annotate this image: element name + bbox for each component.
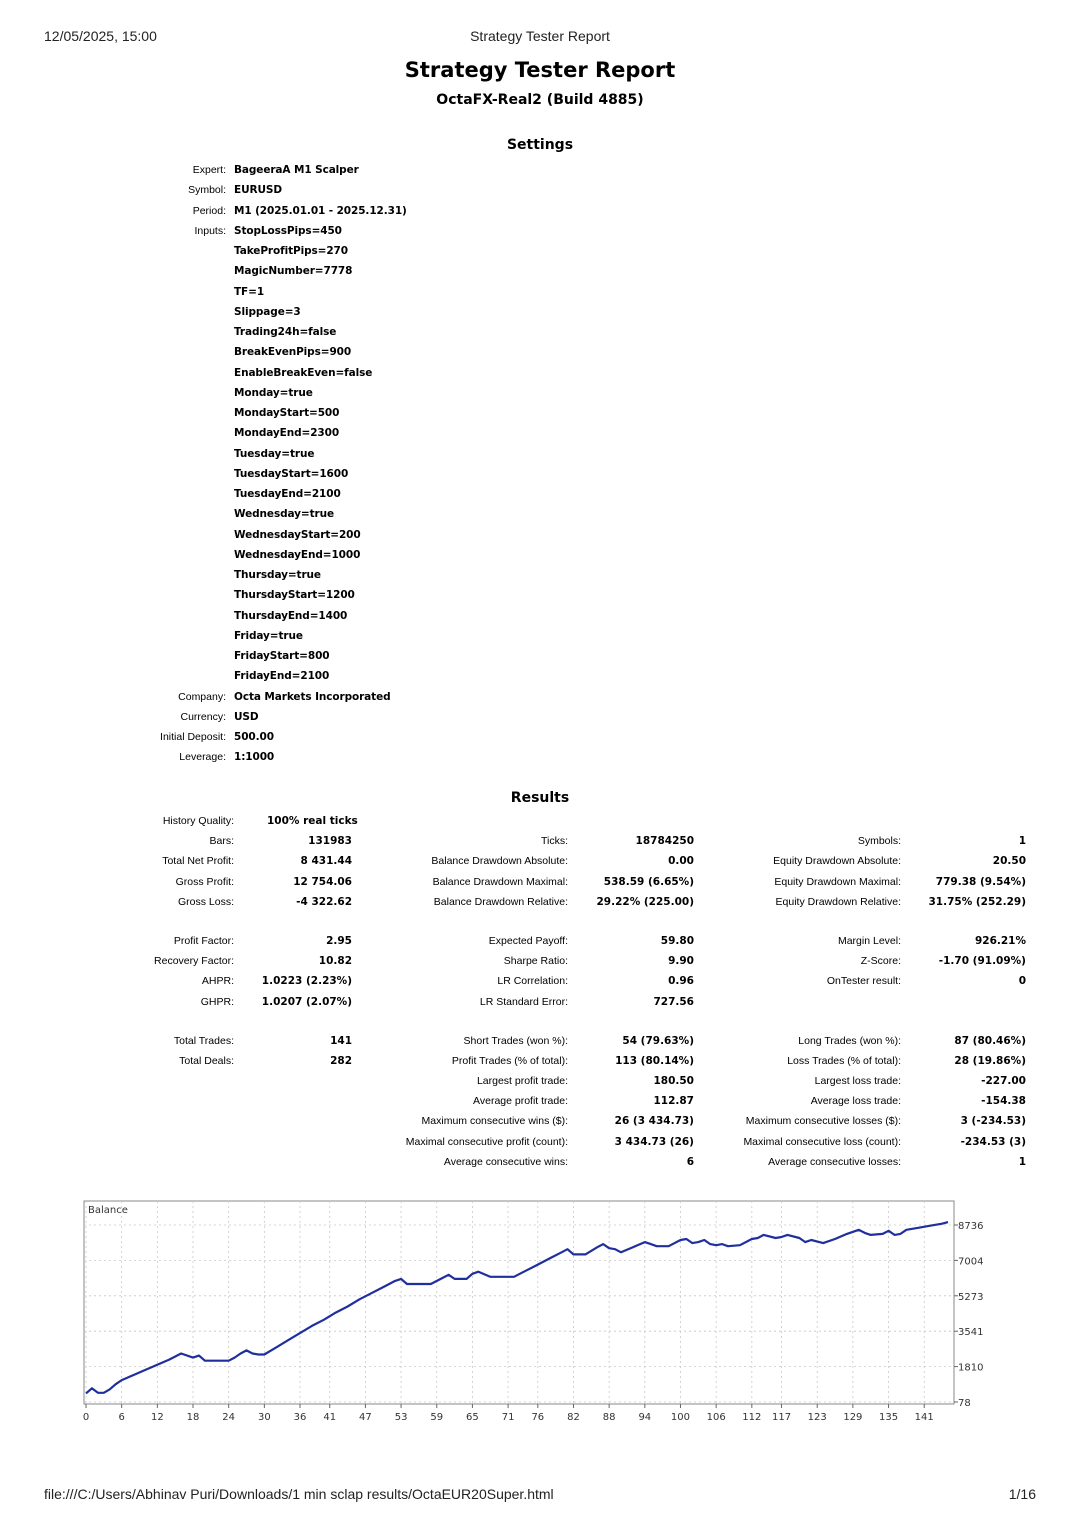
- results-row: [0, 873, 1080, 893]
- result-label: Maximum consecutive losses ($):: [745, 1115, 901, 1128]
- results-row: [0, 993, 1080, 1013]
- result-label: Profit Factor:: [173, 934, 234, 947]
- result-label: LR Correlation:: [497, 975, 568, 988]
- y-tick-label: 78: [958, 1398, 971, 1409]
- result-label: Gross Loss:: [177, 895, 234, 908]
- settings-value: 500.00: [234, 731, 274, 744]
- results-row: [0, 852, 1080, 872]
- result-value: 1.0207 (2.07%): [261, 995, 352, 1008]
- result-value: 54 (79.63%): [622, 1034, 694, 1047]
- y-tick-label: 7004: [958, 1256, 984, 1268]
- result-label: Expected Payoff:: [488, 934, 568, 947]
- settings-label: Symbol:: [188, 184, 226, 197]
- settings-value: EnableBreakEven=false: [234, 366, 373, 379]
- results-row: [0, 832, 1080, 852]
- settings-value: TF=1: [234, 285, 265, 298]
- result-value: -234.53 (3): [960, 1135, 1026, 1148]
- results-row: [0, 1092, 1080, 1112]
- result-value: -1.70 (91.09%): [938, 955, 1026, 968]
- result-value: 28 (19.86%): [954, 1054, 1026, 1067]
- x-tick-label: 59: [430, 1412, 444, 1423]
- result-value: 29.22% (225.00): [596, 895, 694, 908]
- settings-table: [0, 160, 700, 768]
- settings-value: MagicNumber=7778: [234, 265, 353, 278]
- result-label: Total Net Profit:: [162, 855, 234, 868]
- result-label: GHPR:: [200, 995, 234, 1008]
- settings-value: Octa Markets Incorporated: [234, 690, 391, 703]
- settings-row: [0, 180, 700, 200]
- result-value: 0: [1018, 975, 1026, 988]
- settings-value: Slippage=3: [234, 305, 301, 318]
- result-value: 20.50: [992, 855, 1026, 868]
- result-value: 113 (80.14%): [615, 1054, 694, 1067]
- settings-value: EURUSD: [234, 184, 282, 197]
- x-tick-label: 30: [257, 1412, 271, 1423]
- result-value: 282: [330, 1054, 352, 1067]
- settings-label: Expert:: [192, 164, 226, 177]
- settings-label: Initial Deposit:: [160, 731, 226, 744]
- x-tick-label: 94: [638, 1412, 652, 1423]
- result-value: 6: [686, 1155, 694, 1168]
- print-page-number: 1/16: [1008, 1486, 1036, 1502]
- result-label: Symbols:: [857, 835, 901, 848]
- settings-heading: Settings: [506, 137, 574, 153]
- y-tick-label: 8736: [958, 1221, 984, 1232]
- result-value: -4 322.62: [296, 895, 352, 908]
- result-value: 9.90: [668, 955, 694, 968]
- results-row: [0, 1032, 1080, 1052]
- x-tick-label: 53: [394, 1412, 408, 1423]
- settings-row: [0, 606, 700, 626]
- settings-row: [0, 241, 700, 261]
- settings-row: [0, 646, 700, 666]
- x-tick-label: 100: [670, 1412, 691, 1423]
- results-row: [0, 1052, 1080, 1072]
- result-label: Average profit trade:: [473, 1095, 568, 1108]
- result-label: Average loss trade:: [810, 1095, 901, 1108]
- result-label: Equity Drawdown Maximal:: [774, 875, 901, 888]
- settings-row: [0, 261, 700, 281]
- print-datetime: 12/05/2025, 15:00: [44, 28, 157, 44]
- result-label: Long Trades (won %):: [798, 1034, 901, 1047]
- x-tick-label: 88: [602, 1412, 616, 1423]
- settings-value: MondayEnd=2300: [234, 427, 340, 440]
- settings-value: Tuesday=true: [234, 447, 315, 460]
- settings-value: Friday=true: [234, 629, 303, 642]
- settings-label: Company:: [178, 690, 226, 703]
- x-tick-label: 18: [186, 1412, 200, 1423]
- result-label: Short Trades (won %):: [463, 1034, 568, 1047]
- result-label: Total Trades:: [173, 1034, 234, 1047]
- x-tick-label: 65: [466, 1412, 479, 1423]
- result-label: Maximal consecutive loss (count):: [743, 1135, 901, 1148]
- settings-value: BageeraA M1 Scalper: [234, 164, 359, 177]
- result-value: 18784250: [635, 835, 694, 848]
- x-tick-label: 12: [150, 1412, 164, 1423]
- results-row: [0, 1153, 1080, 1173]
- result-value: 1.0223 (2.23%): [261, 975, 352, 988]
- settings-row: [0, 282, 700, 302]
- settings-row: [0, 403, 700, 423]
- x-tick-label: 41: [323, 1412, 337, 1423]
- settings-value: FridayEnd=2100: [234, 670, 330, 683]
- settings-row: [0, 160, 700, 180]
- settings-row: [0, 707, 700, 727]
- settings-value: WednesdayStart=200: [234, 528, 361, 541]
- settings-value: Monday=true: [234, 386, 313, 399]
- result-value: 0.96: [668, 975, 694, 988]
- result-label: Balance Drawdown Relative:: [433, 895, 568, 908]
- x-tick-label: 117: [771, 1412, 792, 1423]
- x-tick-label: 6: [118, 1412, 125, 1423]
- settings-value: StopLossPips=450: [234, 224, 342, 237]
- result-value: -154.38: [981, 1095, 1026, 1108]
- result-label: Total Deals:: [179, 1054, 234, 1067]
- result-label: LR Standard Error:: [479, 995, 568, 1008]
- x-tick-label: 106: [706, 1412, 726, 1423]
- results-spacer: [0, 1013, 1080, 1032]
- settings-value: ThursdayEnd=1400: [234, 609, 348, 622]
- settings-row: [0, 302, 700, 322]
- x-tick-label: 47: [359, 1412, 372, 1423]
- result-label: Balance Drawdown Maximal:: [432, 875, 568, 888]
- print-page-title: Strategy Tester Report: [470, 28, 610, 44]
- settings-value: WednesdayEnd=1000: [234, 548, 361, 561]
- settings-value: 1:1000: [234, 751, 275, 764]
- result-value: 10.82: [318, 955, 352, 968]
- result-value: 31.75% (252.29): [928, 895, 1026, 908]
- settings-value: ThursdayStart=1200: [234, 589, 355, 602]
- settings-row: [0, 423, 700, 443]
- settings-row: [0, 221, 700, 241]
- results-row: [0, 952, 1080, 972]
- result-label: Gross Profit:: [175, 875, 234, 888]
- x-tick-label: 24: [222, 1412, 236, 1423]
- result-label: Average consecutive losses:: [768, 1155, 901, 1168]
- settings-row: [0, 666, 700, 686]
- print-footer: [0, 1486, 1080, 1504]
- result-label: Margin Level:: [837, 934, 901, 947]
- settings-row: [0, 565, 700, 585]
- x-tick-label: 0: [82, 1412, 90, 1423]
- result-label: Ticks:: [540, 835, 568, 848]
- result-value: 180.50: [653, 1075, 694, 1088]
- settings-row: [0, 322, 700, 342]
- settings-row: [0, 687, 700, 707]
- settings-row: [0, 383, 700, 403]
- chart-frame: [84, 1201, 954, 1404]
- result-value: 112.87: [653, 1095, 694, 1108]
- settings-row: [0, 342, 700, 362]
- result-value: 1: [1018, 835, 1026, 848]
- settings-value: BreakEvenPips=900: [234, 346, 352, 359]
- result-value: 87 (80.46%): [954, 1034, 1026, 1047]
- settings-label: Leverage:: [179, 751, 226, 764]
- results-row: [0, 972, 1080, 992]
- result-label: Sharpe Ratio:: [503, 955, 568, 968]
- results-row: [0, 893, 1080, 913]
- settings-row: [0, 504, 700, 524]
- result-label: AHPR:: [201, 975, 234, 988]
- x-tick-label: 123: [807, 1412, 827, 1423]
- history-quality-label: History Quality:: [162, 815, 234, 827]
- settings-value: MondayStart=500: [234, 407, 340, 420]
- result-label: Equity Drawdown Relative:: [775, 895, 901, 908]
- result-value: 59.80: [660, 934, 694, 947]
- settings-label: Inputs:: [194, 224, 226, 237]
- result-label: Z-Score:: [860, 955, 901, 968]
- settings-row: [0, 464, 700, 484]
- settings-row: [0, 626, 700, 646]
- report-title: Strategy Tester Report: [404, 58, 676, 82]
- settings-value: Thursday=true: [234, 569, 321, 582]
- x-tick-label: 36: [293, 1412, 307, 1423]
- results-row: [0, 1133, 1080, 1153]
- result-value: 26 (3 434.73): [614, 1115, 694, 1128]
- report-subtitle: OctaFX-Real2 (Build 4885): [436, 92, 644, 108]
- results-table: [0, 812, 1080, 1173]
- result-label: OnTester result:: [826, 975, 901, 988]
- result-label: Loss Trades (% of total):: [787, 1054, 901, 1067]
- result-value: -227.00: [981, 1075, 1026, 1088]
- results-row: [0, 1072, 1080, 1092]
- result-value: 2.95: [326, 934, 352, 947]
- result-value: 727.56: [653, 995, 694, 1008]
- result-label: Maximal consecutive profit (count):: [405, 1135, 568, 1148]
- settings-value: TuesdayEnd=2100: [234, 488, 341, 501]
- settings-label: Currency:: [180, 710, 226, 723]
- balance-chart: [80, 1198, 1000, 1428]
- result-label: Equity Drawdown Absolute:: [773, 855, 901, 868]
- x-tick-label: 76: [531, 1412, 545, 1423]
- x-tick-label: 71: [501, 1412, 515, 1423]
- result-value: 131983: [308, 835, 352, 848]
- result-label: Maximum consecutive wins ($):: [421, 1115, 568, 1128]
- history-quality-row: [0, 812, 1080, 832]
- settings-row: [0, 444, 700, 464]
- result-value: 538.59 (6.65%): [603, 875, 694, 888]
- x-tick-label: 82: [567, 1412, 580, 1423]
- result-value: 1: [1018, 1155, 1026, 1168]
- settings-value: Trading24h=false: [234, 326, 337, 339]
- results-row: [0, 1112, 1080, 1132]
- x-tick-label: 112: [742, 1412, 762, 1423]
- results-heading: Results: [510, 790, 570, 806]
- result-value: 12 754.06: [293, 875, 352, 888]
- result-value: 0.00: [668, 855, 694, 868]
- result-value: 3 (-234.53): [960, 1115, 1026, 1128]
- x-tick-label: 129: [843, 1412, 863, 1423]
- settings-row: [0, 363, 700, 383]
- result-label: Recovery Factor:: [154, 955, 234, 968]
- settings-value: USD: [234, 710, 259, 723]
- result-value: 926.21%: [974, 934, 1026, 947]
- result-value: 3 434.73 (26): [614, 1135, 694, 1148]
- result-value: 141: [330, 1034, 352, 1047]
- settings-value: TuesdayStart=1600: [234, 467, 349, 480]
- settings-row: [0, 545, 700, 565]
- settings-value: FridayStart=800: [234, 650, 330, 663]
- settings-row: [0, 525, 700, 545]
- settings-row: [0, 484, 700, 504]
- result-label: Average consecutive wins:: [443, 1155, 568, 1168]
- settings-row: [0, 585, 700, 605]
- settings-row: [0, 201, 700, 221]
- settings-value: M1 (2025.01.01 - 2025.12.31): [234, 204, 407, 217]
- settings-value: TakeProfitPips=270: [234, 245, 348, 258]
- result-label: Largest loss trade:: [814, 1075, 901, 1088]
- result-label: Largest profit trade:: [476, 1075, 568, 1088]
- result-value: 779.38 (9.54%): [935, 875, 1026, 888]
- result-value: 8 431.44: [300, 855, 352, 868]
- settings-label: Period:: [192, 204, 226, 217]
- y-tick-label: 1810: [958, 1362, 984, 1374]
- settings-row: [0, 727, 700, 747]
- settings-row: [0, 747, 700, 767]
- y-tick-label: 3541: [958, 1327, 984, 1339]
- balance-chart-svg: [80, 1198, 1000, 1428]
- result-label: Balance Drawdown Absolute:: [431, 855, 568, 868]
- x-tick-label: 135: [879, 1412, 899, 1423]
- chart-title: Balance: [88, 1205, 128, 1216]
- settings-value: Wednesday=true: [234, 508, 335, 521]
- results-spacer: [0, 913, 1080, 932]
- history-quality-value: 100% real ticks: [267, 815, 358, 827]
- print-file-path: file:///C:/Users/Abhinav Puri/Downloads/1 min sclap results/OctaEUR20Super.html: [44, 1486, 554, 1502]
- results-row: [0, 932, 1080, 952]
- y-tick-label: 5273: [958, 1291, 984, 1303]
- result-label: Bars:: [209, 835, 234, 848]
- x-tick-label: 141: [914, 1412, 934, 1423]
- result-label: Profit Trades (% of total):: [451, 1054, 568, 1067]
- print-header: [0, 28, 1080, 46]
